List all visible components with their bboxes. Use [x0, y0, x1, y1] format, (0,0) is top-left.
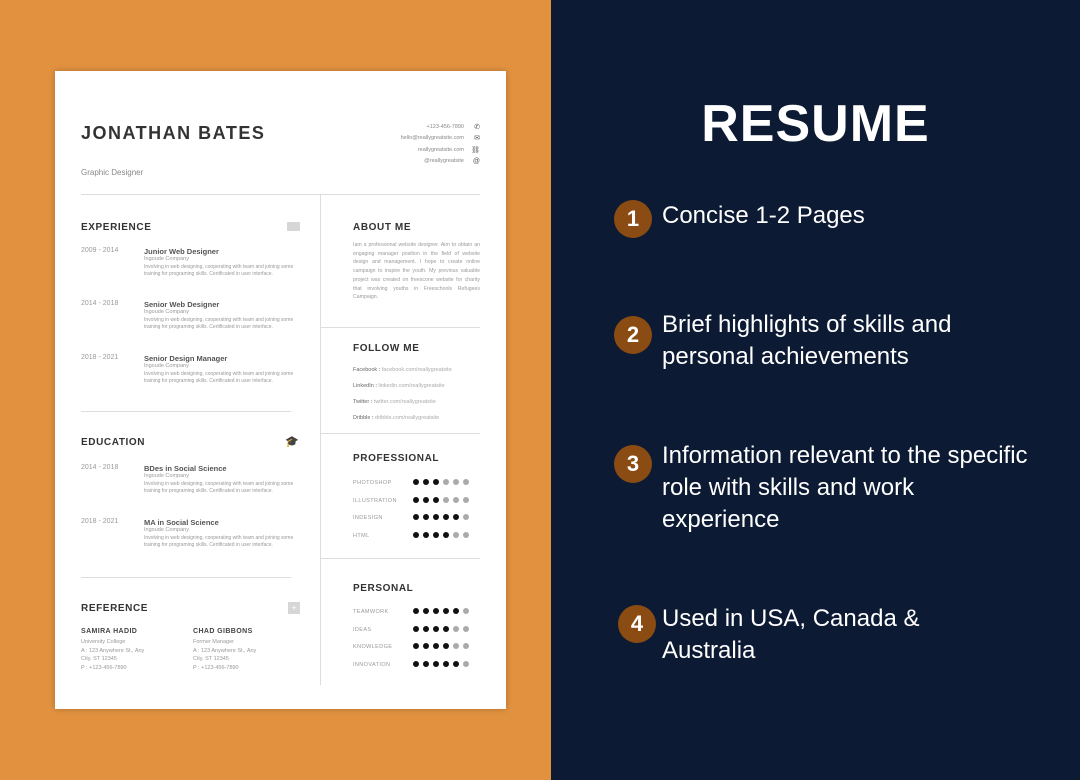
rating-dot: [413, 643, 419, 649]
entry-title: Junior Web Designer: [144, 247, 219, 256]
point-2: [614, 309, 1054, 373]
rating-dot: [423, 661, 429, 667]
rating-dot: [463, 479, 469, 485]
number-badge: 2: [614, 316, 652, 354]
rating-dot: [423, 479, 429, 485]
point-text: Brief highlights of skills and personal achievements: [662, 311, 952, 370]
entry-date: 2014 - 2018: [81, 300, 119, 307]
rating-dot: [433, 661, 439, 667]
follow-link[interactable]: twitter.com/reallygreatsite: [373, 399, 436, 405]
point-1: [614, 200, 1054, 238]
number-badge: 1: [614, 200, 652, 238]
skill-rating: [413, 497, 469, 503]
panel-title: RESUME: [701, 95, 930, 153]
column-divider: [320, 195, 321, 685]
follow-item: Facebook : facebook.com/reallygreatsite: [353, 367, 452, 373]
point-text: Used in USA, Canada & Australia: [662, 605, 920, 664]
reference-name: CHAD GIBBONS: [193, 628, 253, 635]
skill-row: [353, 608, 483, 622]
resume-role: Graphic Designer: [81, 168, 144, 177]
follow-link[interactable]: linkedin.com/reallygreatsite: [378, 383, 445, 389]
rating-dot: [433, 608, 439, 614]
point-4: [618, 603, 1058, 667]
reference-card: [193, 628, 293, 672]
skill-rating: [413, 608, 469, 614]
rating-dot: [423, 514, 429, 520]
skill-rating: [413, 479, 469, 485]
about-heading: ABOUT ME: [353, 222, 412, 233]
rating-dot: [433, 479, 439, 485]
reference-phone: P : +123-456-7890: [81, 664, 127, 671]
skill-row: [353, 497, 483, 511]
rating-dot: [433, 514, 439, 520]
rating-dot: [413, 497, 419, 503]
entry-date: 2018 - 2021: [81, 354, 119, 361]
mail-icon: ✉: [474, 135, 480, 143]
rating-dot: [463, 497, 469, 503]
right-panel: [551, 0, 1080, 780]
rating-dot: [423, 497, 429, 503]
rating-dot: [453, 532, 459, 538]
follow-link[interactable]: facebook.com/reallygreatsite: [381, 367, 452, 373]
rating-dot: [453, 497, 459, 503]
number-badge: 4: [618, 605, 656, 643]
rating-dot: [443, 532, 449, 538]
reference-address: City, ST 12345: [81, 656, 117, 662]
divider: [321, 327, 480, 328]
phone-icon: ✆: [474, 123, 480, 131]
skill-rating: [413, 514, 469, 520]
rating-dot: [463, 661, 469, 667]
skill-name: INDESIGN: [353, 515, 383, 521]
rating-dot: [433, 643, 439, 649]
rating-dot: [443, 479, 449, 485]
rating-dot: [443, 608, 449, 614]
skill-rating: [413, 661, 469, 667]
rating-dot: [443, 497, 449, 503]
reference-heading: REFERENCE: [81, 603, 149, 614]
rating-dot: [423, 643, 429, 649]
professional-heading: PROFESSIONAL: [353, 453, 440, 464]
number-badge: 3: [614, 445, 652, 483]
skill-row: [353, 479, 483, 493]
entry-title: MA in Social Science: [144, 518, 219, 527]
rating-dot: [453, 514, 459, 520]
contact-text: reallygreatsite.com: [417, 146, 464, 153]
link-icon: ⛓: [471, 146, 480, 154]
entry-description: Involving in web designing, cooperating with team and joining some training for programing skills. Certificated in user interface.: [144, 371, 294, 384]
contact-phone: [340, 121, 480, 133]
entry-company: Ingoude Company: [144, 363, 189, 369]
entry-company: Ingoude Company: [144, 256, 189, 262]
skill-name: HTML: [353, 532, 370, 539]
skill-name: ILLUSTRATION: [353, 497, 397, 504]
rating-dot: [443, 514, 449, 520]
contact-list: [340, 121, 480, 167]
follow-label: LinkedIn: [353, 383, 374, 389]
entry-description: Involving in web designing, cooperating with team and joining some training for programing skills. Certificated in user interface.: [144, 317, 294, 330]
header-divider: [81, 194, 480, 195]
follow-item: Dribble : dribble.com/reallygreatsite: [353, 415, 440, 421]
skill-row: [353, 626, 483, 640]
contact-social: [340, 156, 480, 168]
rating-dot: [453, 643, 459, 649]
skill-rating: [413, 643, 469, 649]
reference-address: City, ST 12345: [193, 656, 229, 662]
reference-address: A : 123 Anywhere St., Any: [81, 647, 145, 654]
divider: [321, 433, 480, 434]
reference-org: University College: [81, 639, 126, 645]
skill-row: [353, 661, 483, 675]
entry-description: Involving in web designing, cooperating with team and joining some training for programing skills. Certificated in user interface.: [144, 481, 294, 494]
entry-title: BDes in Social Science: [144, 464, 227, 473]
rating-dot: [453, 479, 459, 485]
entry-company: Ingoude Company: [144, 473, 189, 479]
skill-name: TEAMWORK: [353, 609, 389, 615]
entry-description: Involving in web designing, cooperating with team and joining some training for programing skills. Certificated in user interface.: [144, 264, 294, 277]
reference-org: Former Manager: [193, 639, 234, 645]
rating-dot: [463, 514, 469, 520]
skill-name: PHOTOSHOP: [353, 480, 392, 486]
skill-rating: [413, 626, 469, 632]
rating-dot: [463, 626, 469, 632]
contact-text: hello@reallygreatsite.com: [400, 135, 464, 142]
follow-link[interactable]: dribble.com/reallygreatsite: [375, 415, 440, 421]
skill-rating: [413, 532, 469, 538]
contact-website: [340, 144, 480, 156]
plus-icon: +: [288, 602, 300, 614]
follow-heading: FOLLOW ME: [353, 343, 420, 354]
entry-title: Senior Web Designer: [144, 300, 220, 309]
rating-dot: [413, 514, 419, 520]
contact-email: [340, 133, 480, 145]
rating-dot: [443, 661, 449, 667]
point-3: [614, 440, 1064, 536]
divider: [81, 411, 291, 412]
contact-text: +123-456-7890: [426, 123, 464, 130]
rating-dot: [423, 608, 429, 614]
point-text: Concise 1-2 Pages: [662, 202, 865, 229]
about-text: Iam a professional website designer. Aim to obtain an engaging manager position in the field of website design and management. I hope to create online campaign to inspire the youth. My previous valuable project was created on freescone website for charity that involving youths in Freeschools Refugees Campaign.: [353, 242, 480, 301]
skill-row: [353, 643, 483, 657]
skill-row: [353, 532, 483, 546]
reference-name: SAMIRA HADID: [81, 628, 138, 635]
rating-dot: [443, 643, 449, 649]
rating-dot: [433, 626, 439, 632]
rating-dot: [413, 608, 419, 614]
rating-dot: [433, 532, 439, 538]
point-text: Information relevant to the specific role with skills and work experience: [662, 442, 1028, 533]
briefcase-icon: [287, 222, 300, 231]
education-heading: EDUCATION: [81, 437, 146, 448]
divider: [81, 577, 291, 578]
rating-dot: [433, 497, 439, 503]
entry-company: Ingoude Company: [144, 527, 189, 533]
rating-dot: [423, 626, 429, 632]
rating-dot: [423, 532, 429, 538]
rating-dot: [443, 626, 449, 632]
follow-item: LinkedIn : linkedin.com/reallygreatsite: [353, 383, 445, 389]
rating-dot: [413, 626, 419, 632]
skill-row: [353, 514, 483, 528]
graduation-cap-icon: 🎓: [285, 436, 299, 448]
entry-date: 2018 - 2021: [81, 518, 119, 525]
rating-dot: [453, 661, 459, 667]
skill-name: IDEAS: [353, 626, 372, 633]
rating-dot: [413, 479, 419, 485]
at-icon: @: [472, 157, 480, 165]
entry-date: 2009 - 2014: [81, 247, 119, 254]
divider: [321, 558, 480, 559]
entry-title: Senior Design Manager: [144, 354, 228, 363]
entry-date: 2014 - 2018: [81, 464, 119, 471]
rating-dot: [453, 608, 459, 614]
contact-text: @reallygreatsite: [424, 158, 464, 165]
follow-label: Twitter: [353, 399, 370, 405]
reference-address: A : 123 Anywhere St., Any: [193, 647, 257, 654]
follow-label: Dribble: [353, 415, 371, 421]
rating-dot: [463, 608, 469, 614]
rating-dot: [413, 532, 419, 538]
resume-name: JONATHAN BATES: [81, 123, 266, 143]
skill-name: INNOVATION: [353, 661, 391, 668]
follow-item: Twitter : twitter.com/reallygreatsite: [353, 399, 436, 405]
rating-dot: [413, 661, 419, 667]
entry-description: Involving in web designing, cooperating with team and joining some training for programing skills. Certificated in user interface.: [144, 535, 294, 548]
experience-heading: EXPERIENCE: [81, 222, 152, 233]
resume-page: [55, 71, 506, 709]
personal-heading: PERSONAL: [353, 583, 414, 594]
entry-company: Ingoude Company: [144, 309, 189, 315]
reference-phone: P : +123-456-7890: [193, 664, 239, 671]
skill-name: KNOWLEDGE: [353, 644, 393, 650]
rating-dot: [463, 532, 469, 538]
rating-dot: [453, 626, 459, 632]
reference-card: [81, 628, 181, 672]
rating-dot: [463, 643, 469, 649]
follow-label: Facebook: [353, 367, 378, 373]
